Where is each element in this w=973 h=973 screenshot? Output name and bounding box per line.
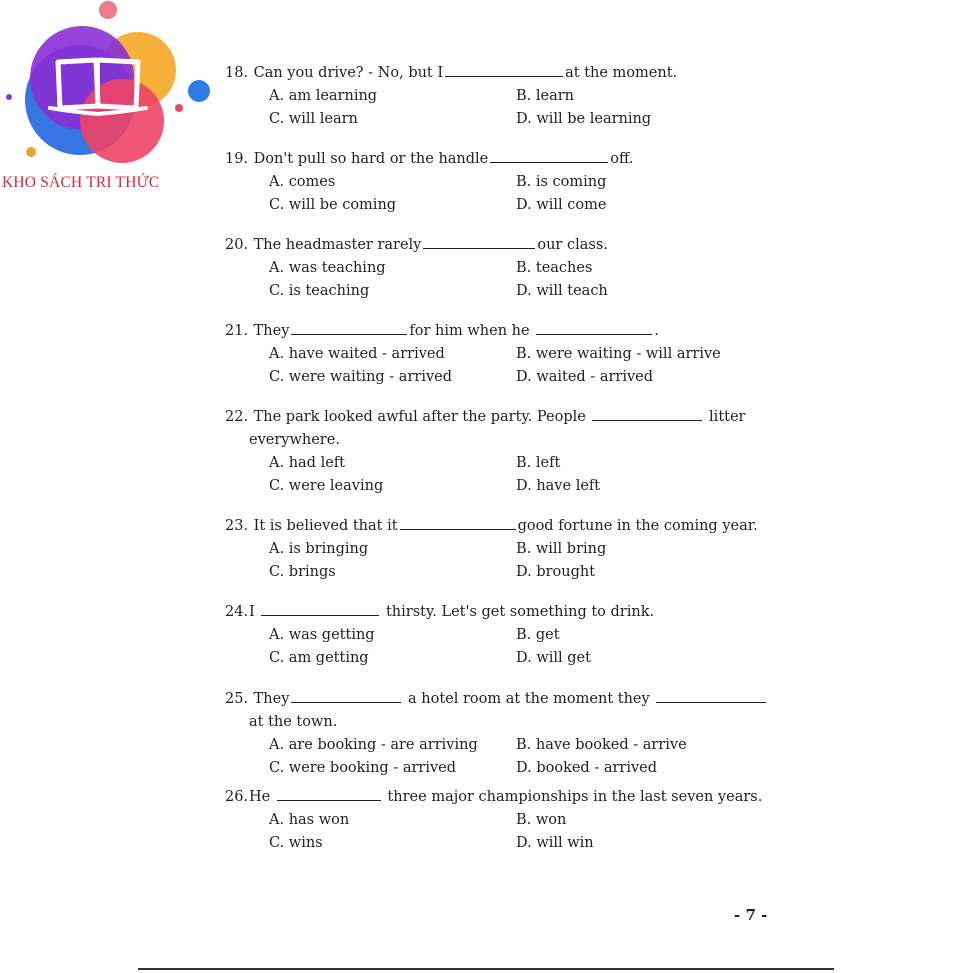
option-c: C. will be coming bbox=[269, 197, 397, 213]
option-b: B. have booked - arrive bbox=[516, 737, 687, 753]
stem-text: off. bbox=[610, 151, 634, 167]
option-d: D. booked - arrived bbox=[516, 760, 658, 776]
answer-blank bbox=[592, 408, 702, 421]
question-stem bbox=[225, 148, 785, 171]
question-26 bbox=[225, 786, 785, 855]
option-c: C. am getting bbox=[269, 650, 369, 666]
stem-text: three major championships in the last seven years. bbox=[387, 789, 763, 805]
stem-text: . bbox=[654, 323, 659, 339]
question-number: 26. bbox=[225, 789, 249, 805]
option-c: C. brings bbox=[269, 564, 336, 580]
option-c: C. will learn bbox=[269, 111, 358, 127]
question-stem bbox=[225, 406, 785, 429]
answer-blank bbox=[490, 150, 608, 163]
option-d: D. will get bbox=[516, 650, 591, 666]
option-d: D. have left bbox=[516, 478, 601, 494]
option-b: B. teaches bbox=[516, 260, 593, 276]
stem-text: The headmaster rarely bbox=[253, 237, 422, 253]
options bbox=[225, 624, 785, 670]
option-a: A. was getting bbox=[269, 627, 375, 643]
answer-blank bbox=[445, 64, 563, 77]
question-stem bbox=[225, 688, 785, 711]
stem-text: litter bbox=[709, 409, 746, 425]
stem-text: for him when he bbox=[409, 323, 530, 339]
answer-blank bbox=[291, 322, 407, 335]
option-c: C. wins bbox=[269, 835, 323, 851]
question-stem bbox=[225, 320, 785, 343]
stem-text: thirsty. Let's get something to drink. bbox=[385, 604, 655, 620]
answer-blank bbox=[423, 236, 535, 249]
option-a: A. has won bbox=[269, 812, 350, 828]
option-b: B. learn bbox=[516, 88, 575, 104]
option-b: B. get bbox=[516, 627, 560, 643]
options bbox=[225, 85, 785, 131]
stem-text: They bbox=[253, 691, 290, 707]
stem-text: The park looked awful after the party. People bbox=[253, 409, 586, 425]
option-d: D. waited - arrived bbox=[516, 369, 654, 385]
question-stem bbox=[225, 234, 785, 257]
stem-text: Can you drive? - No, but I bbox=[253, 65, 444, 81]
answer-blank bbox=[536, 322, 652, 335]
question-stem bbox=[225, 62, 785, 85]
question-number: 25. bbox=[225, 691, 249, 707]
question-number: 20. bbox=[225, 237, 249, 253]
option-c: C. were booking - arrived bbox=[269, 760, 457, 776]
stem-text: a hotel room at the moment they bbox=[408, 691, 650, 707]
option-b: B. were waiting - will arrive bbox=[516, 346, 721, 362]
question-25 bbox=[225, 688, 785, 780]
option-d: D. will come bbox=[516, 197, 607, 213]
option-d: D. will be learning bbox=[516, 111, 652, 127]
answer-blank bbox=[400, 517, 516, 530]
option-a: A. had left bbox=[269, 455, 345, 471]
options bbox=[225, 257, 785, 303]
option-c: C. were leaving bbox=[269, 478, 384, 494]
brand-name: KHO SÁCH TRI THỨC bbox=[2, 174, 160, 191]
question-24 bbox=[225, 601, 785, 670]
option-a: A. have waited - arrived bbox=[269, 346, 445, 362]
options bbox=[225, 809, 785, 855]
stem-text: He bbox=[249, 789, 271, 805]
option-b: B. left bbox=[516, 455, 561, 471]
question-number: 18. bbox=[225, 65, 249, 81]
question-stem bbox=[225, 786, 785, 809]
options bbox=[225, 452, 785, 498]
stem-text: It is believed that it bbox=[253, 518, 398, 534]
stem-text: I bbox=[249, 604, 255, 620]
option-d: D. will teach bbox=[516, 283, 608, 299]
stem-text: good fortune in the coming year. bbox=[517, 518, 758, 534]
option-a: A. am learning bbox=[269, 88, 378, 104]
stem-text: our class. bbox=[537, 237, 608, 253]
options bbox=[225, 171, 785, 217]
options bbox=[225, 734, 785, 780]
footer-divider bbox=[138, 968, 834, 970]
question-stem bbox=[225, 601, 785, 624]
stem-text: Don't pull so hard or the handle bbox=[253, 151, 489, 167]
question-number: 23. bbox=[225, 518, 249, 534]
publisher-logo bbox=[0, 0, 215, 200]
question-number: 24. bbox=[225, 604, 249, 620]
stem-continuation: at the town. bbox=[249, 714, 338, 730]
question-23 bbox=[225, 515, 785, 584]
question-19 bbox=[225, 148, 785, 217]
question-22 bbox=[225, 406, 785, 498]
answer-blank bbox=[291, 690, 401, 703]
option-d: D. will win bbox=[516, 835, 594, 851]
option-c: C. were waiting - arrived bbox=[269, 369, 453, 385]
question-number: 22. bbox=[225, 409, 249, 425]
stem-continuation: everywhere. bbox=[249, 432, 340, 448]
question-18 bbox=[225, 62, 785, 131]
option-a: A. was teaching bbox=[269, 260, 386, 276]
option-b: B. won bbox=[516, 812, 567, 828]
open-book-logo-icon bbox=[0, 0, 215, 175]
stem-text: at the moment. bbox=[565, 65, 678, 81]
option-a: A. are booking - are arriving bbox=[269, 737, 478, 753]
options bbox=[225, 538, 785, 584]
question-20 bbox=[225, 234, 785, 303]
option-a: A. comes bbox=[269, 174, 336, 190]
option-b: B. is coming bbox=[516, 174, 607, 190]
option-b: B. will bring bbox=[516, 541, 607, 557]
page-number: - 7 - bbox=[734, 906, 768, 924]
answer-blank bbox=[277, 788, 381, 801]
answer-blank bbox=[261, 603, 379, 616]
options bbox=[225, 343, 785, 389]
option-a: A. is bringing bbox=[269, 541, 369, 557]
stem-text: They bbox=[253, 323, 290, 339]
question-stem bbox=[225, 515, 785, 538]
question-21 bbox=[225, 320, 785, 389]
option-d: D. brought bbox=[516, 564, 596, 580]
question-number: 19. bbox=[225, 151, 249, 167]
question-number: 21. bbox=[225, 323, 249, 339]
answer-blank bbox=[656, 690, 766, 703]
option-c: C. is teaching bbox=[269, 283, 370, 299]
